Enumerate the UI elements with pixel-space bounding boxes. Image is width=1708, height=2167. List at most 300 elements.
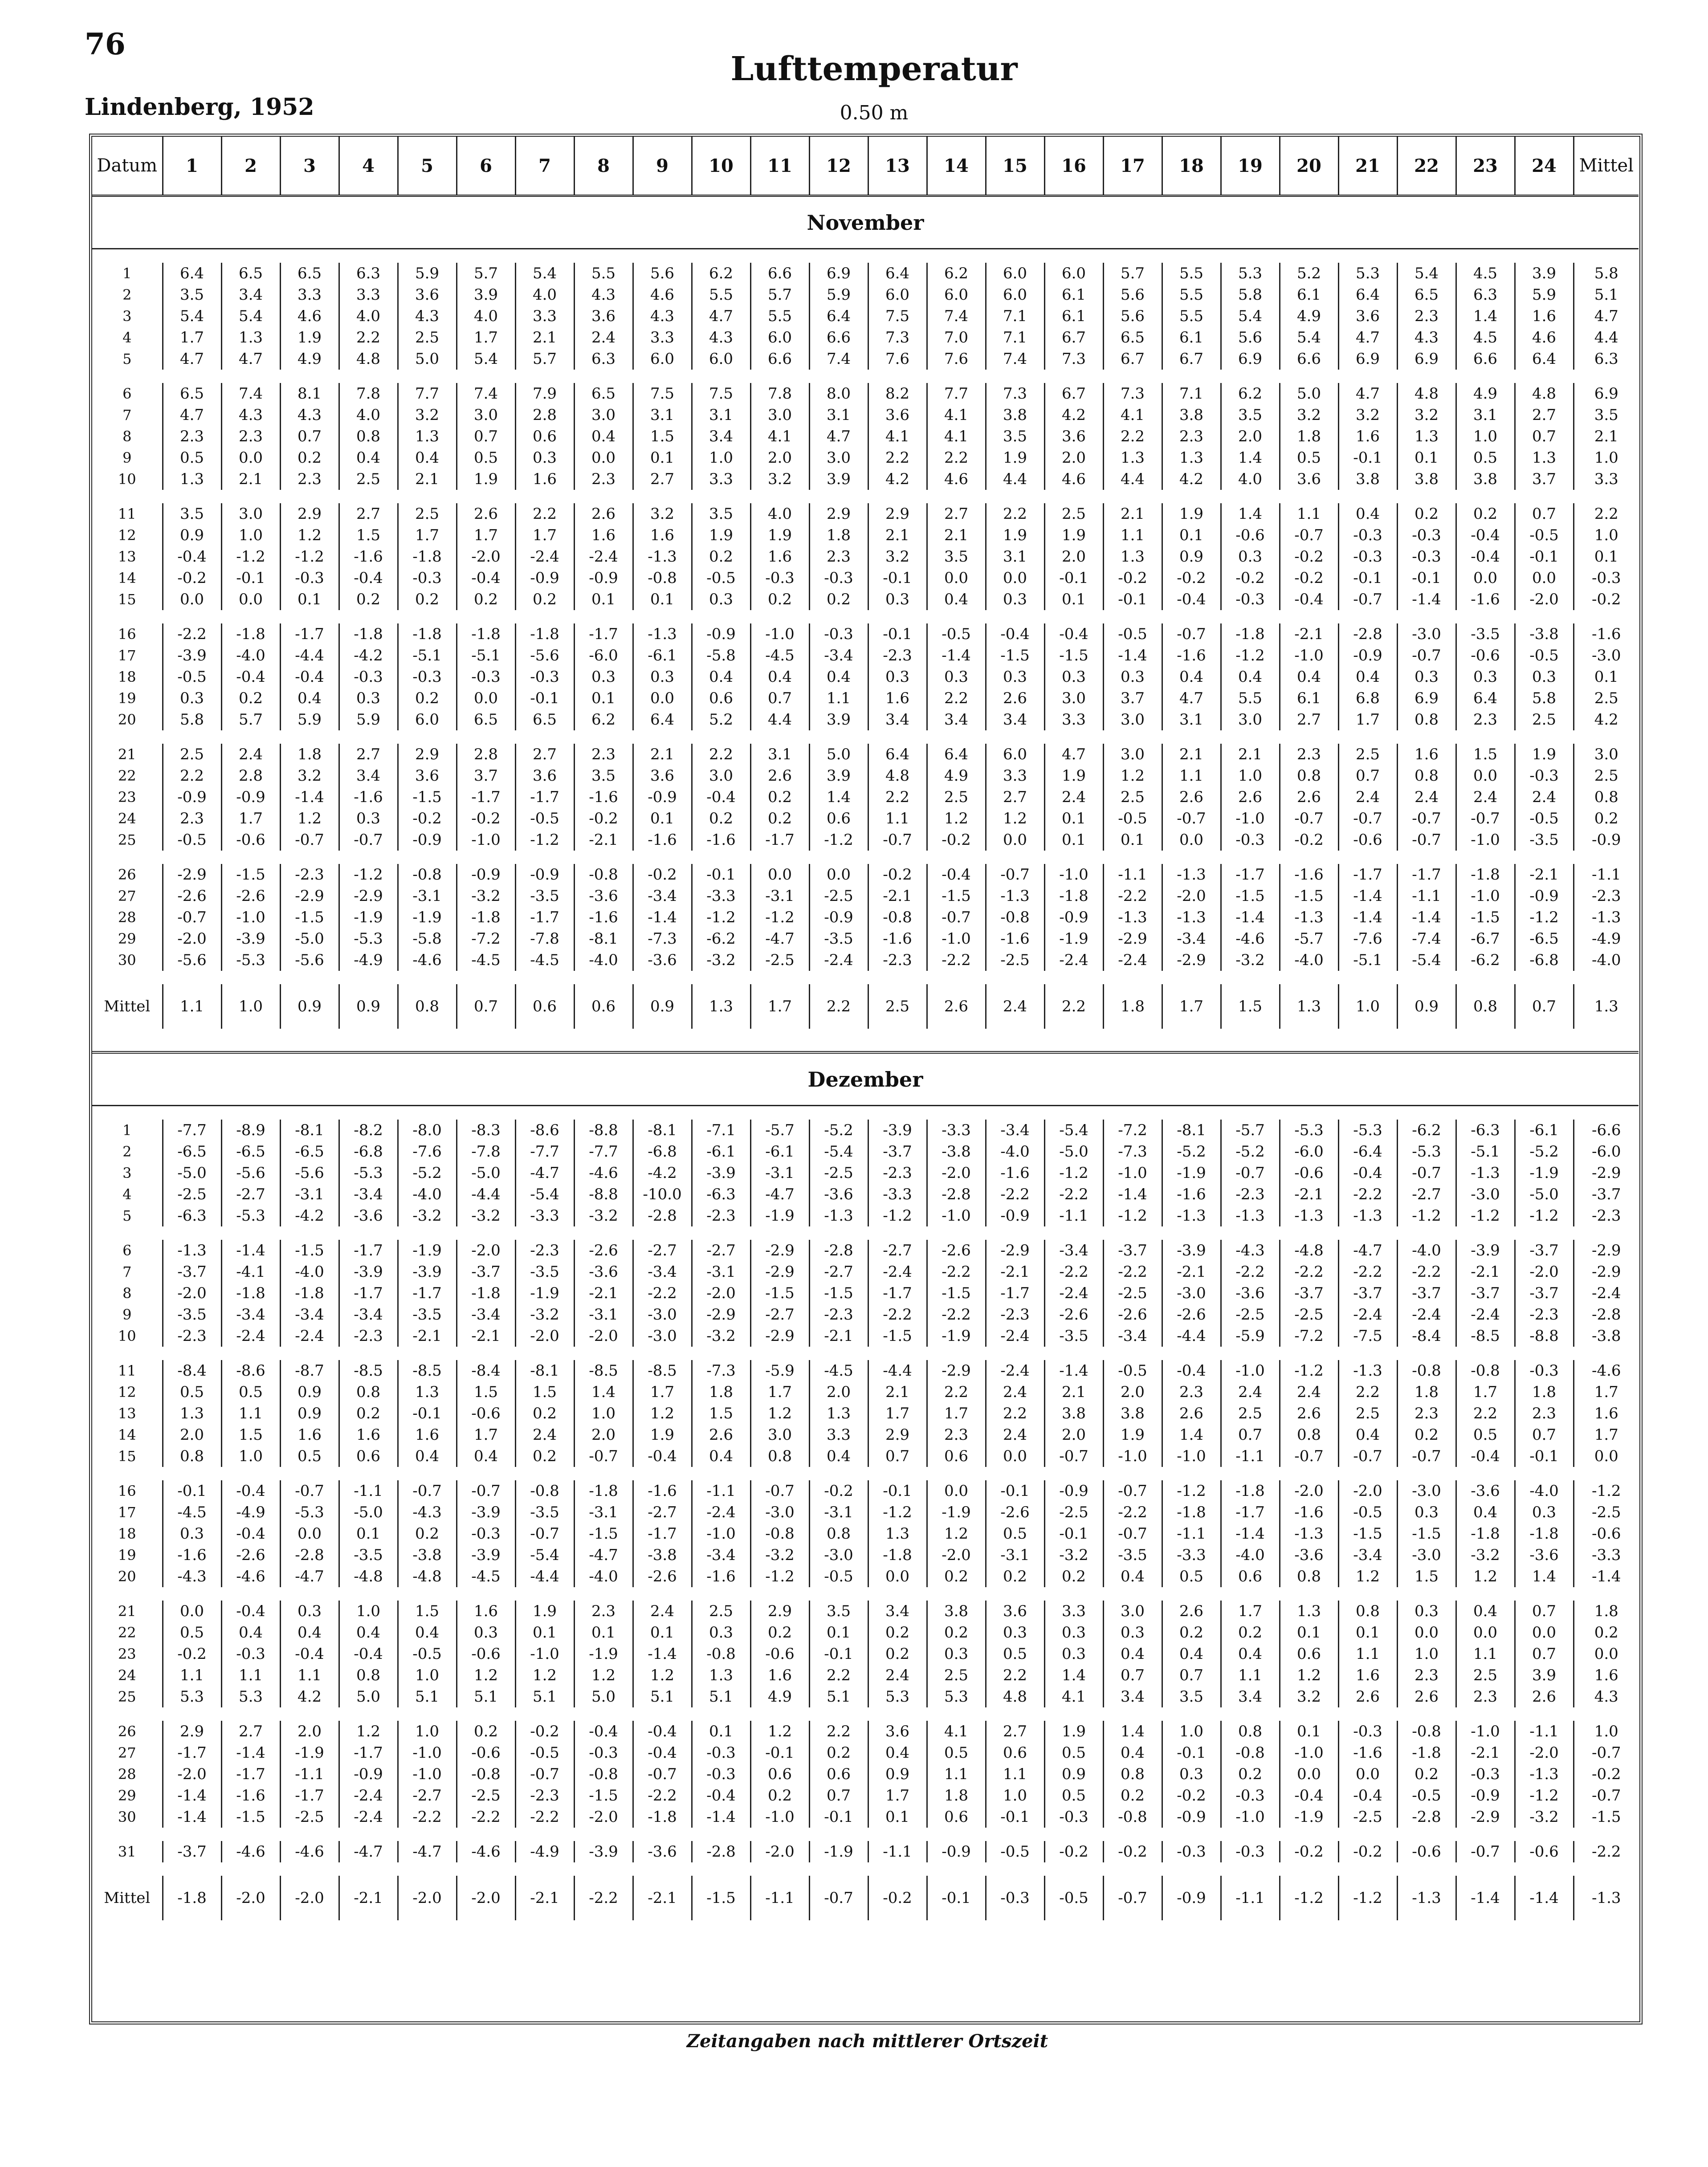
temperature-cell: 5.5 bbox=[1221, 688, 1280, 709]
temperature-cell: -0.5 bbox=[986, 1841, 1044, 1862]
temperature-cell: 4.4 bbox=[986, 468, 1044, 490]
temperature-cell: 0.4 bbox=[692, 666, 750, 688]
header-hour: 4 bbox=[339, 137, 398, 196]
temperature-cell: 3.4 bbox=[986, 709, 1044, 730]
temperature-cell: -4.5 bbox=[515, 949, 574, 971]
temperature-cell: 2.7 bbox=[986, 1721, 1044, 1742]
temperature-cell: 3.2 bbox=[868, 546, 927, 567]
temperature-cell: 7.5 bbox=[868, 305, 927, 327]
temperature-cell: -3.0 bbox=[750, 1502, 809, 1523]
temperature-cell: -3.4 bbox=[633, 885, 692, 907]
temperature-cell: -0.2 bbox=[1044, 1841, 1103, 1862]
temperature-cell: -6.5 bbox=[163, 1141, 221, 1162]
temperature-cell: 7.1 bbox=[986, 327, 1044, 348]
temperature-cell: -1.6 bbox=[692, 1566, 750, 1587]
temperature-cell: 4.2 bbox=[868, 468, 927, 490]
temperature-cell: -2.6 bbox=[221, 1544, 280, 1566]
temperature-cell: 2.5 bbox=[692, 1601, 750, 1622]
temperature-cell: -0.4 bbox=[339, 567, 398, 589]
temperature-cell: -2.4 bbox=[868, 1261, 927, 1283]
temperature-cell: 2.4 bbox=[221, 744, 280, 765]
temperature-cell: -8.7 bbox=[280, 1360, 339, 1381]
temperature-cell: -5.8 bbox=[692, 645, 750, 666]
temperature-cell: 6.2 bbox=[927, 263, 986, 284]
day-cell: 2 bbox=[122, 1143, 132, 1160]
temperature-cell: 0.8 bbox=[1221, 1721, 1280, 1742]
temperature-cell: -0.2 bbox=[868, 1876, 927, 1920]
temperature-cell: 3.7 bbox=[1515, 468, 1573, 490]
temperature-cell: 0.3 bbox=[1397, 1502, 1456, 1523]
temperature-cell: 6.8 bbox=[1338, 688, 1397, 709]
temperature-cell: -0.4 bbox=[1162, 1360, 1221, 1381]
temperature-cell: -3.0 bbox=[1397, 1544, 1456, 1566]
temperature-cell: 2.7 bbox=[986, 786, 1044, 808]
table-row bbox=[92, 808, 1639, 829]
temperature-cell: -8.1 bbox=[574, 928, 633, 949]
temperature-cell: -3.2 bbox=[1515, 1806, 1573, 1828]
temperature-cell: 5.9 bbox=[1515, 284, 1573, 305]
temperature-cell: -2.0 bbox=[457, 546, 515, 567]
temperature-cell: -5.2 bbox=[1221, 1141, 1280, 1162]
header-hour: 11 bbox=[750, 137, 809, 196]
temperature-cell: -0.7 bbox=[1397, 1446, 1456, 1467]
daily-mean-cell: 0.8 bbox=[1573, 786, 1639, 808]
temperature-cell: -0.8 bbox=[457, 1764, 515, 1785]
day-cell: 22 bbox=[118, 1624, 136, 1641]
daily-mean-cell: -4.6 bbox=[1573, 1360, 1639, 1381]
temperature-cell: 0.8 bbox=[163, 1446, 221, 1467]
temperature-cell: 5.7 bbox=[221, 709, 280, 730]
temperature-cell: 0.5 bbox=[163, 1622, 221, 1643]
temperature-cell: 3.5 bbox=[1162, 1686, 1221, 1707]
temperature-cell: 3.5 bbox=[986, 426, 1044, 447]
temperature-cell: -0.6 bbox=[457, 1742, 515, 1764]
temperature-cell: -4.2 bbox=[280, 1205, 339, 1226]
temperature-cell: 2.0 bbox=[1221, 426, 1280, 447]
temperature-cell: 1.6 bbox=[457, 1601, 515, 1622]
temperature-cell: 7.7 bbox=[398, 383, 457, 404]
temperature-cell: -4.0 bbox=[398, 1184, 457, 1205]
temperature-cell: 3.4 bbox=[868, 709, 927, 730]
temperature-cell: -1.0 bbox=[515, 1643, 574, 1665]
temperature-cell: 4.5 bbox=[1456, 263, 1515, 284]
temperature-cell: -0.5 bbox=[692, 567, 750, 589]
temperature-cell: -0.4 bbox=[1456, 1446, 1515, 1467]
temperature-cell: 1.7 bbox=[1338, 709, 1397, 730]
temperature-cell: -0.3 bbox=[1515, 765, 1573, 786]
temperature-cell: 0.2 bbox=[515, 1403, 574, 1424]
temperature-cell: -0.2 bbox=[163, 567, 221, 589]
temperature-cell: -3.0 bbox=[1397, 1480, 1456, 1502]
temperature-cell: 5.4 bbox=[457, 348, 515, 370]
temperature-cell: -1.2 bbox=[1397, 1205, 1456, 1226]
temperature-cell: -2.6 bbox=[163, 885, 221, 907]
temperature-cell: -5.2 bbox=[398, 1162, 457, 1184]
temperature-cell: 1.2 bbox=[1456, 1566, 1515, 1587]
temperature-cell: 1.5 bbox=[339, 525, 398, 546]
temperature-cell: 1.6 bbox=[339, 1424, 398, 1446]
temperature-cell: 0.2 bbox=[809, 589, 868, 610]
temperature-cell: -2.0 bbox=[1515, 589, 1573, 610]
temperature-cell: -4.8 bbox=[339, 1566, 398, 1587]
table-row bbox=[92, 1742, 1639, 1764]
temperature-cell: 2.2 bbox=[1044, 984, 1103, 1029]
temperature-cell: 5.9 bbox=[809, 284, 868, 305]
daily-mean-cell: 0.1 bbox=[1573, 666, 1639, 688]
temperature-cell: -2.4 bbox=[986, 1360, 1044, 1381]
temperature-cell: -4.0 bbox=[1515, 1480, 1573, 1502]
temperature-cell: 7.1 bbox=[1162, 383, 1221, 404]
temperature-cell: -2.3 bbox=[163, 1325, 221, 1347]
temperature-cell: 2.4 bbox=[574, 327, 633, 348]
temperature-cell: -3.0 bbox=[633, 1304, 692, 1325]
temperature-cell: -4.4 bbox=[280, 645, 339, 666]
footer-note: Zeitangaben nach mittlerer Ortszeit bbox=[686, 2031, 1048, 2052]
temperature-cell: -1.8 bbox=[457, 623, 515, 645]
temperature-cell: 2.6 bbox=[1280, 1403, 1338, 1424]
temperature-cell: -2.2 bbox=[927, 1261, 986, 1283]
temperature-cell: -0.8 bbox=[1103, 1806, 1162, 1828]
temperature-cell: 6.6 bbox=[750, 348, 809, 370]
temperature-cell: -8.9 bbox=[221, 1120, 280, 1141]
temperature-cell: 0.4 bbox=[1338, 503, 1397, 525]
temperature-cell: 5.2 bbox=[1280, 263, 1338, 284]
temperature-cell: -0.4 bbox=[574, 1721, 633, 1742]
temperature-cell: 2.5 bbox=[398, 327, 457, 348]
temperature-cell: 0.2 bbox=[750, 808, 809, 829]
data-table-frame bbox=[89, 134, 1643, 2024]
temperature-cell: 4.8 bbox=[986, 1686, 1044, 1707]
temperature-cell: -2.1 bbox=[339, 1876, 398, 1920]
day-cell: 14 bbox=[118, 1426, 136, 1443]
temperature-cell: -2.6 bbox=[1162, 1304, 1221, 1325]
temperature-cell: -1.3 bbox=[1280, 1523, 1338, 1544]
temperature-cell: 0.2 bbox=[750, 1622, 809, 1643]
temperature-cell: -1.9 bbox=[809, 1841, 868, 1862]
daily-mean-cell: -0.2 bbox=[1573, 589, 1639, 610]
temperature-cell: -2.2 bbox=[1221, 1261, 1280, 1283]
temperature-cell: -2.2 bbox=[398, 1806, 457, 1828]
temperature-cell: 6.9 bbox=[1221, 348, 1280, 370]
temperature-cell: 1.7 bbox=[457, 327, 515, 348]
temperature-cell: 0.5 bbox=[1456, 447, 1515, 468]
temperature-cell: 6.0 bbox=[750, 327, 809, 348]
daily-mean-cell: -2.5 bbox=[1573, 1502, 1639, 1523]
temperature-cell: 5.3 bbox=[1221, 263, 1280, 284]
temperature-cell: -2.1 bbox=[1515, 864, 1573, 885]
temperature-cell: 3.3 bbox=[339, 284, 398, 305]
day-cell: 28 bbox=[118, 909, 136, 926]
temperature-cell: -1.2 bbox=[809, 829, 868, 851]
temperature-cell: 0.1 bbox=[1044, 808, 1103, 829]
temperature-cell: -1.4 bbox=[1103, 1184, 1162, 1205]
temperature-cell: -1.0 bbox=[457, 829, 515, 851]
temperature-cell: 4.6 bbox=[633, 284, 692, 305]
table-row bbox=[92, 1325, 1639, 1347]
temperature-cell: -4.8 bbox=[398, 1566, 457, 1587]
temperature-cell: 1.2 bbox=[986, 808, 1044, 829]
temperature-cell: 3.8 bbox=[1103, 1403, 1162, 1424]
temperature-cell: -2.4 bbox=[1456, 1304, 1515, 1325]
temperature-cell: 0.0 bbox=[1338, 1764, 1397, 1785]
temperature-cell: -5.6 bbox=[515, 645, 574, 666]
temperature-cell: 0.2 bbox=[809, 1742, 868, 1764]
temperature-cell: -0.8 bbox=[692, 1643, 750, 1665]
table-row bbox=[92, 1806, 1639, 1828]
temperature-cell: -0.1 bbox=[809, 1806, 868, 1828]
temperature-cell: 1.7 bbox=[515, 525, 574, 546]
temperature-cell: -1.4 bbox=[1338, 907, 1397, 928]
temperature-cell: -0.1 bbox=[1162, 1742, 1221, 1764]
temperature-cell: -0.3 bbox=[339, 666, 398, 688]
temperature-cell: 6.6 bbox=[750, 263, 809, 284]
temperature-cell: -3.3 bbox=[868, 1184, 927, 1205]
temperature-cell: -0.1 bbox=[868, 1480, 927, 1502]
temperature-cell: 2.3 bbox=[574, 1601, 633, 1622]
temperature-cell: 5.1 bbox=[809, 1686, 868, 1707]
temperature-cell: -8.5 bbox=[633, 1360, 692, 1381]
temperature-cell: 4.3 bbox=[398, 305, 457, 327]
temperature-cell: -3.5 bbox=[1103, 1544, 1162, 1566]
temperature-cell: 8.0 bbox=[809, 383, 868, 404]
temperature-cell: -3.5 bbox=[515, 1502, 574, 1523]
temperature-cell: -0.7 bbox=[574, 1446, 633, 1467]
temperature-cell: 2.1 bbox=[221, 468, 280, 490]
temperature-cell: 0.2 bbox=[750, 1785, 809, 1806]
temperature-cell: 2.8 bbox=[457, 744, 515, 765]
temperature-cell: 2.2 bbox=[809, 984, 868, 1029]
temperature-cell: -1.4 bbox=[1338, 885, 1397, 907]
day-cell: 6 bbox=[122, 1242, 132, 1259]
temperature-cell: -3.2 bbox=[1044, 1544, 1103, 1566]
temperature-cell: 6.5 bbox=[221, 263, 280, 284]
temperature-cell: 2.2 bbox=[1103, 426, 1162, 447]
temperature-cell: 0.0 bbox=[986, 829, 1044, 851]
temperature-cell: -0.2 bbox=[1338, 1841, 1397, 1862]
temperature-cell: 7.3 bbox=[1103, 383, 1162, 404]
temperature-cell: 5.4 bbox=[1280, 327, 1338, 348]
temperature-cell: 4.7 bbox=[163, 348, 221, 370]
temperature-cell: 0.0 bbox=[457, 688, 515, 709]
temperature-cell: -2.1 bbox=[809, 1325, 868, 1347]
day-cell: 5 bbox=[122, 1207, 132, 1224]
temperature-cell: -1.6 bbox=[986, 1162, 1044, 1184]
header-mittel: Mittel bbox=[1573, 137, 1639, 196]
temperature-cell: -0.8 bbox=[574, 1764, 633, 1785]
temperature-cell: 3.2 bbox=[1397, 404, 1456, 426]
temperature-cell: 0.3 bbox=[1397, 666, 1456, 688]
temperature-cell: 2.3 bbox=[1515, 1403, 1573, 1424]
temperature-cell: -0.7 bbox=[1397, 1162, 1456, 1184]
temperature-cell: -2.9 bbox=[692, 1304, 750, 1325]
temperature-cell: -1.4 bbox=[1044, 1360, 1103, 1381]
temperature-cell: 4.1 bbox=[927, 426, 986, 447]
temperature-cell: -2.4 bbox=[574, 546, 633, 567]
temperature-cell: -5.0 bbox=[339, 1502, 398, 1523]
temperature-cell: 0.4 bbox=[1162, 1643, 1221, 1665]
day-cell: 16 bbox=[118, 626, 136, 643]
temperature-cell: 0.1 bbox=[339, 1523, 398, 1544]
temperature-cell: 2.0 bbox=[280, 1721, 339, 1742]
temperature-cell: 0.0 bbox=[1162, 829, 1221, 851]
daily-mean-cell: -0.6 bbox=[1573, 1523, 1639, 1544]
temperature-cell: 1.6 bbox=[750, 546, 809, 567]
daily-mean-cell: 6.3 bbox=[1573, 348, 1639, 370]
daily-mean-cell: -6.0 bbox=[1573, 1141, 1639, 1162]
temperature-cell: 0.3 bbox=[986, 1622, 1044, 1643]
temperature-cell: 2.9 bbox=[163, 1721, 221, 1742]
temperature-cell: -0.3 bbox=[398, 567, 457, 589]
temperature-cell: 5.8 bbox=[163, 709, 221, 730]
temperature-cell: -1.5 bbox=[927, 885, 986, 907]
temperature-cell: 3.0 bbox=[750, 1424, 809, 1446]
temperature-cell: 2.1 bbox=[1221, 744, 1280, 765]
temperature-cell: 5.7 bbox=[750, 284, 809, 305]
temperature-cell: -3.0 bbox=[1456, 1184, 1515, 1205]
temperature-cell: -0.3 bbox=[1044, 1806, 1103, 1828]
day-cell: 14 bbox=[118, 570, 136, 587]
temperature-cell: -2.1 bbox=[633, 1876, 692, 1920]
temperature-cell: 1.0 bbox=[574, 1403, 633, 1424]
day-cell: 8 bbox=[122, 428, 132, 445]
temperature-cell: 2.1 bbox=[868, 1381, 927, 1403]
temperature-cell: -3.6 bbox=[1515, 1544, 1573, 1566]
temperature-cell: -2.0 bbox=[692, 1283, 750, 1304]
temperature-cell: 1.1 bbox=[986, 1764, 1044, 1785]
temperature-cell: -4.3 bbox=[398, 1502, 457, 1523]
temperature-cell: -0.7 bbox=[339, 829, 398, 851]
temperature-cell: -3.4 bbox=[339, 1304, 398, 1325]
temperature-cell: -0.2 bbox=[457, 808, 515, 829]
temperature-cell: -0.3 bbox=[1456, 1764, 1515, 1785]
temperature-cell: -0.1 bbox=[750, 1742, 809, 1764]
temperature-cell: 2.1 bbox=[515, 327, 574, 348]
temperature-cell: 1.0 bbox=[1397, 1643, 1456, 1665]
temperature-cell: -0.7 bbox=[1338, 808, 1397, 829]
temperature-cell: -4.7 bbox=[750, 928, 809, 949]
temperature-cell: -3.2 bbox=[457, 1205, 515, 1226]
header-row bbox=[92, 137, 1639, 196]
temperature-cell: -1.0 bbox=[1103, 1162, 1162, 1184]
temperature-cell: 0.5 bbox=[1280, 447, 1338, 468]
temperature-cell: 2.5 bbox=[927, 786, 986, 808]
temperature-cell: -2.0 bbox=[1280, 1480, 1338, 1502]
temperature-cell: 0.9 bbox=[1044, 1764, 1103, 1785]
temperature-cell: 0.7 bbox=[1338, 765, 1397, 786]
temperature-cell: -0.1 bbox=[1044, 567, 1103, 589]
temperature-cell: -2.9 bbox=[986, 1240, 1044, 1261]
table-row bbox=[92, 503, 1639, 525]
temperature-cell: 5.7 bbox=[1103, 263, 1162, 284]
header-hour: 13 bbox=[868, 137, 927, 196]
temperature-cell: 6.2 bbox=[692, 263, 750, 284]
temperature-cell: 1.3 bbox=[809, 1403, 868, 1424]
temperature-cell: -1.9 bbox=[339, 907, 398, 928]
temperature-cell: 4.4 bbox=[750, 709, 809, 730]
temperature-cell: -8.3 bbox=[457, 1120, 515, 1141]
temperature-cell: -3.7 bbox=[163, 1841, 221, 1862]
temperature-cell: 3.3 bbox=[280, 284, 339, 305]
temperature-cell: 0.5 bbox=[163, 1381, 221, 1403]
temperature-cell: 0.0 bbox=[163, 589, 221, 610]
temperature-cell: -5.9 bbox=[750, 1360, 809, 1381]
temperature-cell: -2.4 bbox=[1338, 1304, 1397, 1325]
temperature-cell: -2.7 bbox=[868, 1240, 927, 1261]
temperature-cell: -1.6 bbox=[986, 928, 1044, 949]
temperature-cell: 2.1 bbox=[1162, 744, 1221, 765]
temperature-cell: 2.5 bbox=[927, 1665, 986, 1686]
temperature-cell: -0.2 bbox=[574, 808, 633, 829]
temperature-cell: -1.9 bbox=[398, 1240, 457, 1261]
temperature-cell: 0.4 bbox=[1103, 1643, 1162, 1665]
table-row bbox=[92, 1544, 1639, 1566]
temperature-cell: 0.4 bbox=[574, 426, 633, 447]
temperature-cell: -0.7 bbox=[986, 864, 1044, 885]
temperature-cell: 2.1 bbox=[927, 525, 986, 546]
temperature-cell: -5.2 bbox=[1162, 1141, 1221, 1162]
temperature-cell: 5.5 bbox=[1162, 284, 1221, 305]
temperature-cell: 0.1 bbox=[692, 1721, 750, 1742]
temperature-cell: -3.7 bbox=[1338, 1283, 1397, 1304]
temperature-cell: 1.0 bbox=[692, 447, 750, 468]
temperature-cell: -3.6 bbox=[1456, 1480, 1515, 1502]
daily-mean-cell: -2.3 bbox=[1573, 885, 1639, 907]
temperature-cell: 0.3 bbox=[1103, 1622, 1162, 1643]
day-cell: 30 bbox=[118, 1809, 136, 1825]
temperature-cell: 2.9 bbox=[750, 1601, 809, 1622]
temperature-cell: -1.4 bbox=[1221, 907, 1280, 928]
temperature-cell: 1.4 bbox=[1221, 503, 1280, 525]
temperature-cell: -2.7 bbox=[750, 1304, 809, 1325]
daily-mean-cell: -0.2 bbox=[1573, 1764, 1639, 1785]
temperature-cell: 0.8 bbox=[1280, 1424, 1338, 1446]
temperature-cell: -0.7 bbox=[868, 829, 927, 851]
temperature-cell: -3.8 bbox=[1515, 623, 1573, 645]
temperature-cell: 1.3 bbox=[1515, 447, 1573, 468]
temperature-cell: -0.2 bbox=[1280, 1841, 1338, 1862]
temperature-cell: -2.0 bbox=[457, 1240, 515, 1261]
temperature-cell: -1.1 bbox=[1397, 885, 1456, 907]
temperature-cell: -1.6 bbox=[633, 1480, 692, 1502]
temperature-cell: 4.7 bbox=[1162, 688, 1221, 709]
temperature-cell: -0.1 bbox=[868, 567, 927, 589]
measurement-height: 0.50 m bbox=[840, 102, 909, 124]
temperature-cell: 2.2 bbox=[927, 447, 986, 468]
temperature-cell: -0.7 bbox=[1044, 1446, 1103, 1467]
temperature-cell: 1.3 bbox=[1280, 1601, 1338, 1622]
table-row bbox=[92, 1240, 1639, 1261]
temperature-cell: 3.1 bbox=[809, 404, 868, 426]
temperature-cell: 0.3 bbox=[339, 808, 398, 829]
temperature-cell: -4.7 bbox=[398, 1841, 457, 1862]
temperature-cell: 0.0 bbox=[868, 1566, 927, 1587]
temperature-cell: -1.5 bbox=[868, 1325, 927, 1347]
temperature-cell: -0.3 bbox=[1397, 546, 1456, 567]
temperature-cell: -0.9 bbox=[809, 907, 868, 928]
temperature-cell: -0.1 bbox=[1397, 567, 1456, 589]
temperature-cell: -0.1 bbox=[221, 567, 280, 589]
temperature-cell: -4.6 bbox=[398, 949, 457, 971]
temperature-cell: -1.6 bbox=[633, 829, 692, 851]
temperature-cell: -0.9 bbox=[515, 567, 574, 589]
temperature-cell: -7.8 bbox=[457, 1141, 515, 1162]
table-row bbox=[92, 567, 1639, 589]
temperature-cell: -2.7 bbox=[809, 1261, 868, 1283]
day-cell: 1 bbox=[122, 265, 132, 282]
temperature-cell: -0.7 bbox=[1103, 1480, 1162, 1502]
temperature-cell: -0.8 bbox=[1456, 1360, 1515, 1381]
temperature-cell: -0.1 bbox=[986, 1480, 1044, 1502]
